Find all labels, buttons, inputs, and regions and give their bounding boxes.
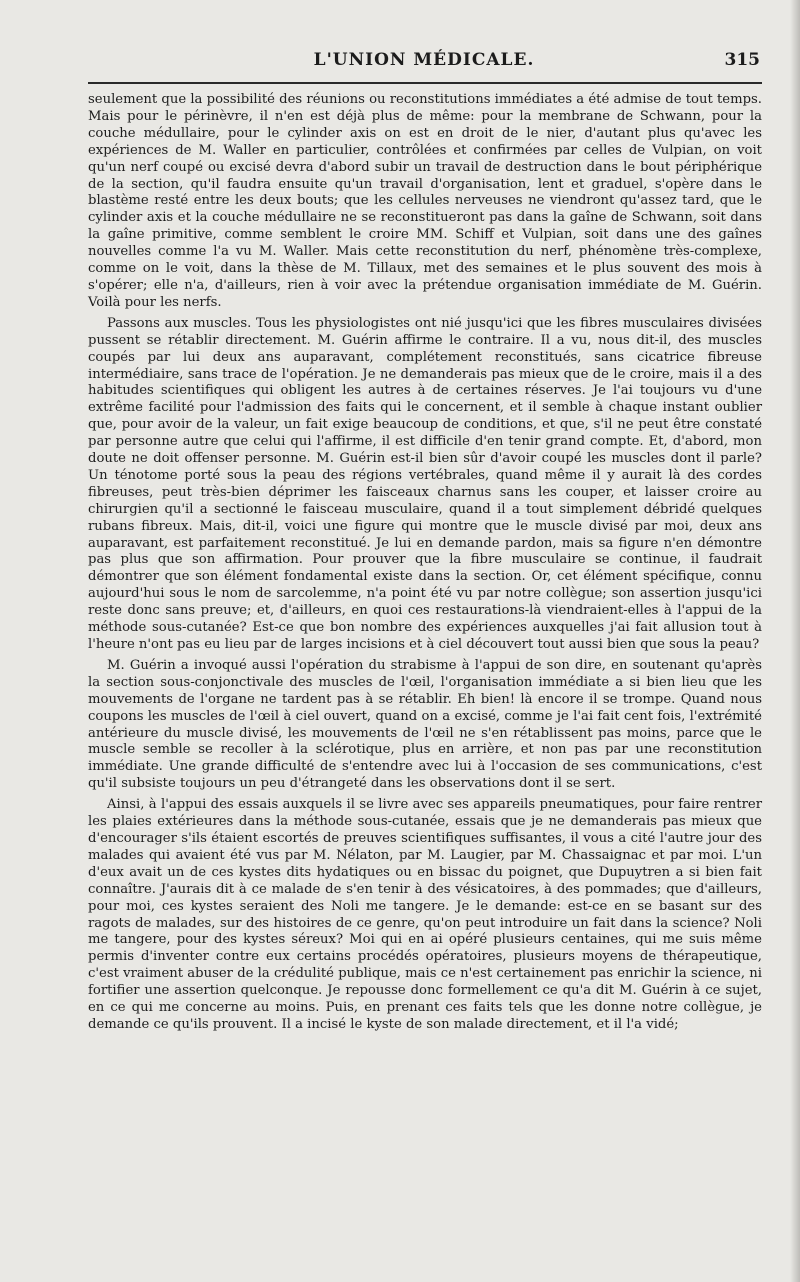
- paragraph-pneumatic-apparatus: Ainsi, à l'appui des essais auxquels il se livre avec ses appareils pneumatiques, pour faire rentrer les plaies extérieures dans la méthode sous-cutanée, essais que je ne demanderais pas mieux que d'encourager s'ils étaient escortés de preuves scientifiques suffisantes, il vous a cité l'autre jour des malades qui avaient été vus par M. Nélaton, par M. Laugier, par M. Chassaignac et par moi. L'un d'eux avait un de ces kystes dits hydatiques ou en bissac du poignet, que Dupuytren a si bien fait connaître. J'aurais dit à ce malade de s'en tenir à des vésicatoires, à des pommades; que d'ailleurs, pour moi, ces kystes seraient des Noli me tangere. Je le demande: est-ce en se basant sur des ragots de malades, sur des histoires de ce genre, qu'on peut introduire un fait dans la science? Noli me tangere, pour des kystes séreux? Moi qui en ai opéré plusieurs centaines, qui me suis même permis d'inventer contre eux certains procédés opératoires, plusieurs moyens de thérapeutique, c'est vraiment abuser de la crédulité publique, mais ce n'est certainement pas enrichir la science, ni fortifier une assertion quelconque. Je repousse donc formellement ce qu'a dit M. Guérin à ce sujet, en ce qui me concerne au moins. Puis, en prenant ces faits tels que les donne notre collègue, je demande ce qu'ils prouvent. Il a incisé le kyste de son malade directement, et il l'a vidé;: [88, 797, 762, 1032]
- page-number: 315: [724, 50, 760, 70]
- paragraph-strabismus: M. Guérin a invoqué aussi l'opération du strabisme à l'appui de son dire, en soutenant qu'après la section sous-conjonctivale des muscles de l'œil, l'organisation immédiate a si bien lieu que les mouvements de l'organe ne tardent pas à se rétablir. Eh bien! là encore il se trompe. Quand nous coupons les muscles de l'œil à ciel ouvert, quand on a excisé, comme je l'ai fait cent fois, l'extrémité antérieure du muscle divisé, les mouvements de l'œil ne s'en rétablissent pas moins, parce que le muscle semble se recoller à la sclérotique, plus en arrière, et non pas par une reconstitution immédiate. Une grande difficulté de s'entendre avec lui à l'occasion de ses communications, c'est qu'il subsiste toujours un peu d'étrangeté dans les observations dont il se sert.: [88, 657, 762, 792]
- page-header: [88, 46, 760, 76]
- scan-edge-shadow: [790, 0, 800, 1282]
- paragraph-muscles: Passons aux muscles. Tous les physiologistes ont nié jusqu'ici que les fibres musculaires divisées pussent se rétablir directement. M. Guérin affirme le contraire. Il a vu, nous dit-il, des muscles coupés par lui deux ans auparavant, complétement reconstitués, sans cicatrice fibreuse intermédiaire, sans trace de l'opération. Je ne demanderais pas mieux que de le croire, mais il a des habitudes scientifiques qui obligent les autres à de certaines réserves. Je l'ai toujours vu d'une extrême facilité pour l'admission des faits qui le concernent, et il semble à chaque instant oublier que, pour avoir de la valeur, un fait exige beaucoup de conditions, et que, s'il ne peut être constaté par personne autre que celui qui l'affirme, il est difficile d'en tenir grand compte. Et, d'abord, mon doute ne doit offenser personne. M. Guérin est-il bien sûr d'avoir coupé les muscles dont il parle? Un ténotome porté sous la peau des régions vertébrales, quand même il y aurait là des cordes fibreuses, peut très-bien déprimer les faisceaux charnus sans les couper, et laisser croire au chirurgien qu'il a sectionné le faisceau musculaire, quand il a tout simplement débridé quelques rubans fibreux. Mais, dit-il, voici une figure qui montre que le muscle divisé par moi, deux ans auparavant, est parfaitement reconstitué. Je lui en demande pardon, mais sa figure n'en démontre pas plus que son affirmation. Pour prouver que la fibre musculaire se continue, il faudrait démontrer que son élément fondamental existe dans la section. Or, cet élément spécifique, connu aujourd'hui sous le nom de sarcolemme, n'a point été vu par notre collègue; son assertion jusqu'ici reste donc sans preuve; et, d'ailleurs, en quoi ces restaurations-là viendraient-elles à l'appui de la méthode sous-cutanée? Est-ce que bon nombre des expériences auxquelles j'ai fait allusion tout à l'heure n'ont pas eu lieu par de larges incisions et à ciel découvert tout aussi bien que sous la peau?: [88, 315, 762, 652]
- header-rule: [88, 82, 762, 84]
- body-text: [88, 92, 762, 1034]
- paragraph-nerves-conclusion: seulement que la possibilité des réunions ou reconstitutions immédiates a été admise de tout temps. Mais pour le périnèvre, il n'en est déjà plus de même: pour la membrane de Schwann, pour la couche médullaire, pour le cylinder axis on est en droit de le nier, d'autant plus qu'avec les expériences de M. Waller en particulier, contrôlées et confirmées par celles de Vulpian, on voit qu'un nerf coupé ou excisé devra d'abord subir un travail de destruction dans le bout périphérique de la section, qu'il faudra ensuite qu'un travail d'organisation, lent et graduel, s'opère dans le blastème resté entre les deux bouts; que les cellules nerveuses ne viendront qu'assez tard, que le cylinder axis et la couche médullaire ne se reconstitueront pas dans la gaîne de Schwann, soit dans la gaîne primitive, comme semblent le croire MM. Schiff et Vulpian, soit dans une des gaînes nouvelles comme l'a vu M. Waller. Mais cette reconstitution du nerf, phénomène très-complexe, comme on le voit, dans la thèse de M. Tillaux, met des semaines et le plus souvent des mois à s'opérer; elle n'a, d'ailleurs, rien à voir avec la prétendue organisation immédiate de M. Guérin. Voilà pour les nerfs.: [88, 92, 762, 310]
- running-title: L'UNION MÉDICALE.: [313, 50, 535, 70]
